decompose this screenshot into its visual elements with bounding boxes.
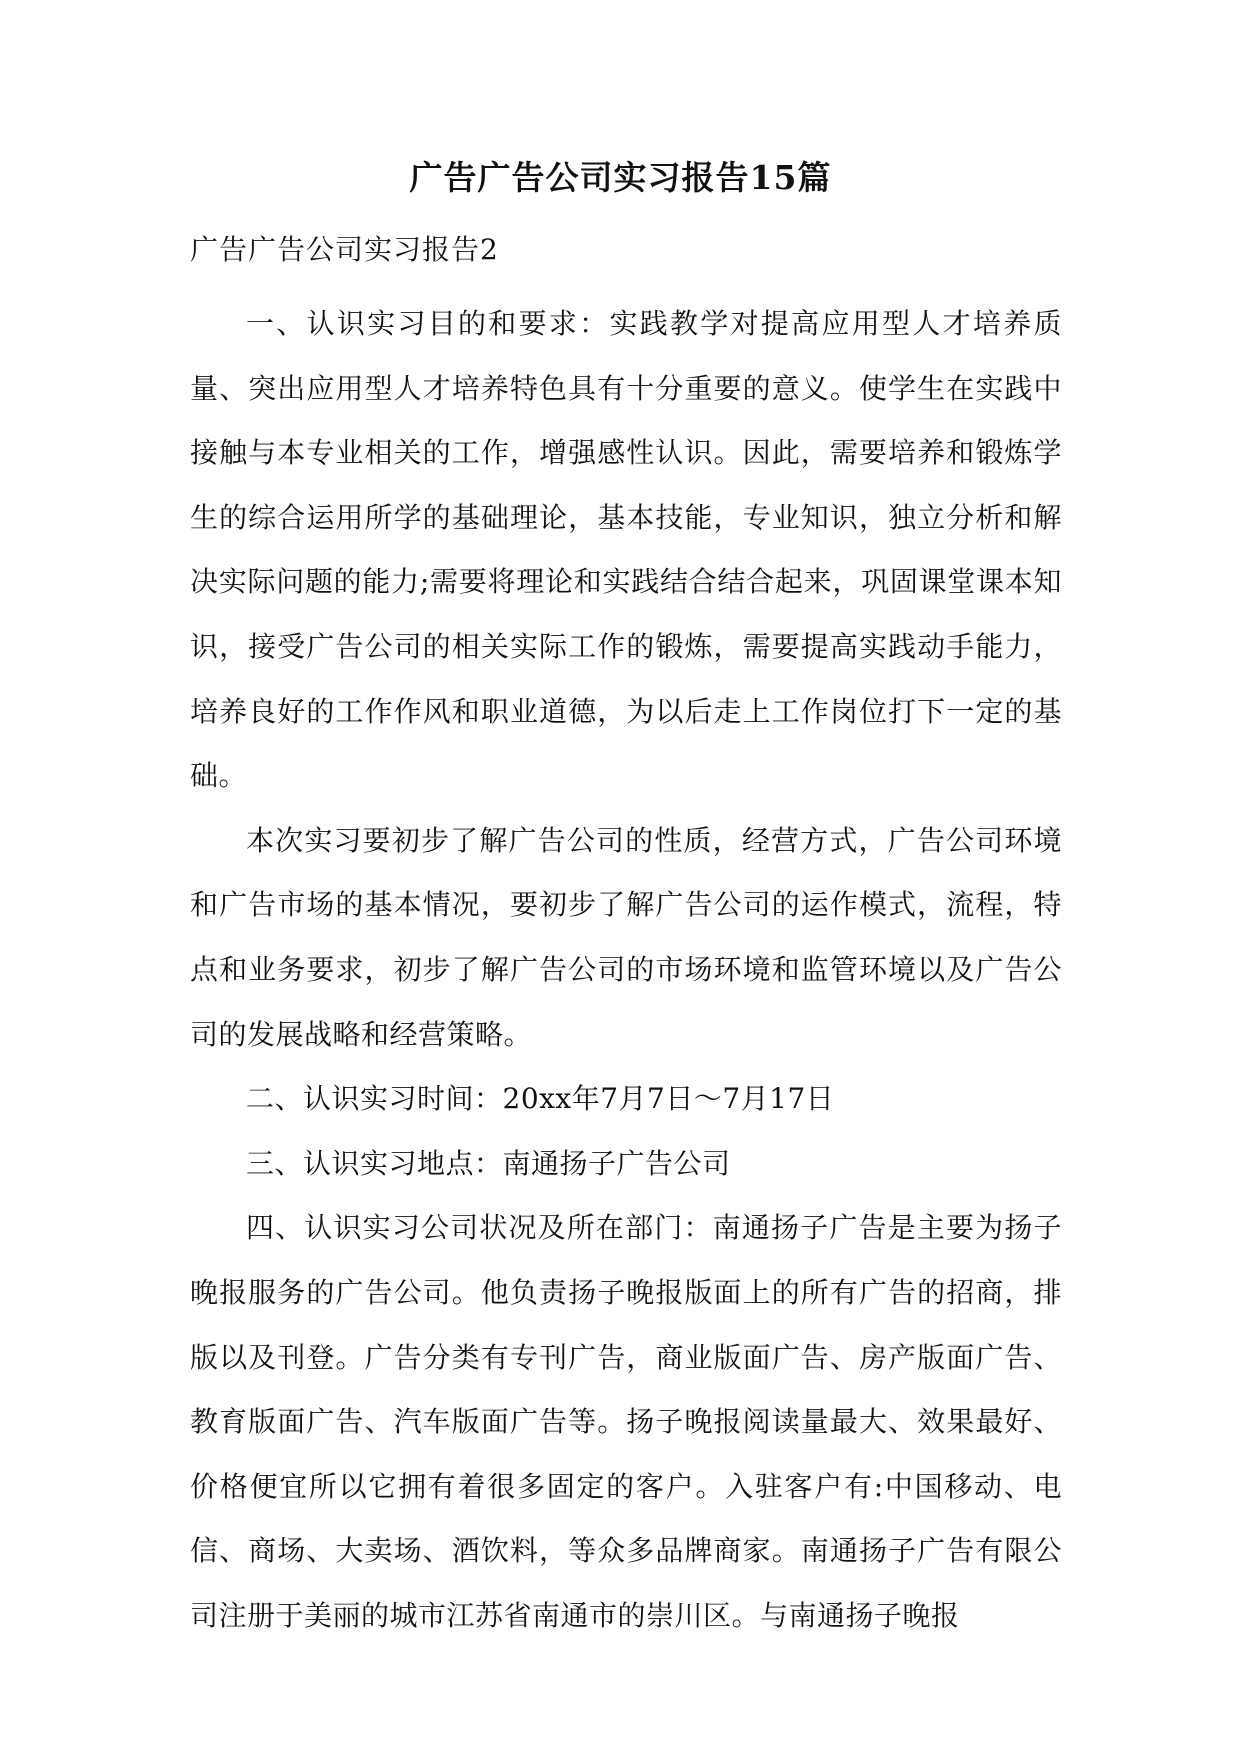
document-body [190, 292, 1062, 1648]
document-subtitle: 广告广告公司实习报告2 [190, 233, 499, 266]
paragraph-company: 四、认识实习公司状况及所在部门：南通扬子广告是主要为扬子晚报服务的广告公司。他负责扬子晚报版面上的所有广告的招商，排版以及刊登。广告分类有专刊广告，商业版面广告、房产版面广告、教育版面广告、汽车版面广告等。扬子晚报阅读量最大、效果最好、价格便宜所以它拥有着很多固定的客户。入驻客户有:中国移动、电信、商场、大卖场、酒饮料，等众多品牌商家。南通扬子广告有限公司注册于美丽的城市江苏省南通市的崇川区。与南通扬子晚报 [190, 1211, 1062, 1632]
paragraph-location: 三、认识实习地点：南通扬子广告公司 [246, 1146, 731, 1180]
paragraph-time: 二、认识实习时间：20xx年7月7日～7月17日 [246, 1082, 835, 1116]
document-title: 广告广告公司实习报告15篇 [409, 158, 832, 197]
paragraph-purpose: 一、认识实习目的和要求：实践教学对提高应用型人才培养质量、突出应用型人才培养特色具有十分重要的意义。使学生在实践中接触与本专业相关的工作，增强感性认识。因此，需要培养和锻炼学生的综合运用所学的基础理论，基本技能，专业知识，独立分析和解决实际问题的能力;需要将理论和实践结合结合起来，巩固课堂课本知识，接受广告公司的相关实际工作的锻炼，需要提高实践动手能力，培养良好的工作作风和职业道德，为以后走上工作岗位打下一定的基础。 [190, 307, 1062, 793]
paragraph-goals: 本次实习要初步了解广告公司的性质，经营方式，广告公司环境和广告市场的基本情况，要初步了解广告公司的运作模式，流程，特点和业务要求，初步了解广告公司的市场环境和监管环境以及广告公司的发展战略和经营策略。 [190, 823, 1062, 1051]
